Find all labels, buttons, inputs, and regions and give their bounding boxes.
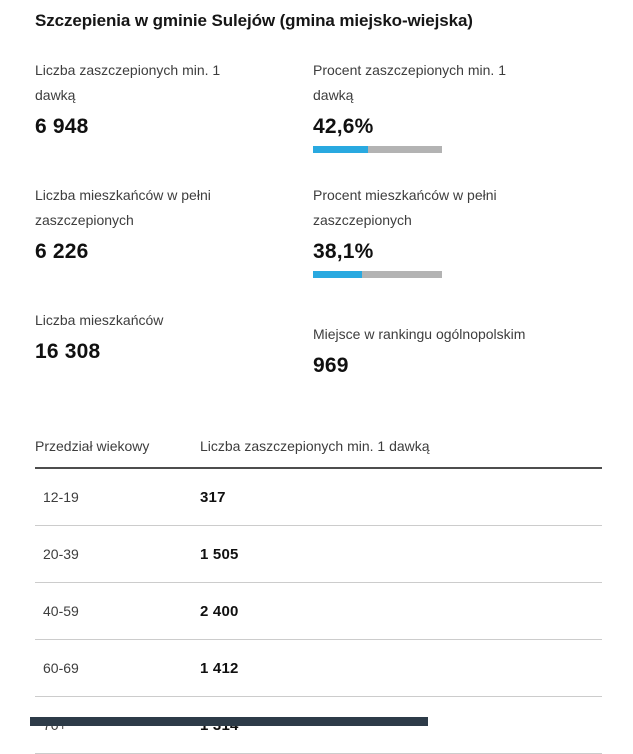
stat-value: 6 948 <box>35 115 89 138</box>
stat-percent-fully <box>313 183 603 278</box>
stat-label: Procent zaszczepionych min. 1 dawką <box>313 62 506 103</box>
stat-value: 42,6% <box>313 115 374 138</box>
stat-population <box>35 308 313 378</box>
bottom-section-bar <box>30 717 428 726</box>
stat-national-ranking <box>313 308 603 378</box>
table-row <box>35 526 602 583</box>
page-title: Szczepienia w gminie Sulejów (gmina miejsko-wiejska) <box>35 11 473 30</box>
progress-bar-track <box>313 271 442 278</box>
age-range-cell: 40-59 <box>43 603 79 619</box>
progress-bar-fill <box>313 271 362 278</box>
age-range-cell: 12-19 <box>43 489 79 505</box>
stat-value: 6 226 <box>35 240 89 263</box>
table-header-row <box>35 432 602 469</box>
stat-fully-vaccinated <box>35 183 313 278</box>
stat-label: Liczba mieszkańców <box>35 312 164 328</box>
age-group-table <box>35 432 603 754</box>
age-range-cell: 20-39 <box>43 546 79 562</box>
progress-bar-fill <box>313 146 368 153</box>
stat-label: Procent mieszkańców w pełni zaszczepionych <box>313 187 497 228</box>
stat-value: 16 308 <box>35 340 101 363</box>
vaccinated-count-cell: 317 <box>200 488 226 506</box>
table-row <box>35 469 602 526</box>
vaccinated-count-cell: 1 412 <box>200 659 239 677</box>
vaccinated-count-cell: 1 505 <box>200 545 239 563</box>
stat-label: Liczba mieszkańców w pełni zaszczepionych <box>35 187 211 228</box>
table-row <box>35 640 602 697</box>
stat-value: 38,1% <box>313 240 374 263</box>
table-row <box>35 583 602 640</box>
stat-percent-min1 <box>313 58 603 153</box>
stat-value: 969 <box>313 354 349 377</box>
table-header-value: Liczba zaszczepionych min. 1 dawką <box>200 438 430 454</box>
table-header-age: Przedział wiekowy <box>35 438 150 454</box>
stat-vaccinated-min1 <box>35 58 313 153</box>
stat-label: Miejsce w rankingu ogólnopolskim <box>313 326 526 342</box>
stats-grid <box>35 58 603 378</box>
stat-label: Liczba zaszczepionych min. 1 dawką <box>35 62 221 103</box>
progress-bar-track <box>313 146 442 153</box>
age-range-cell: 60-69 <box>43 660 79 676</box>
vaccinated-count-cell: 2 400 <box>200 602 239 620</box>
